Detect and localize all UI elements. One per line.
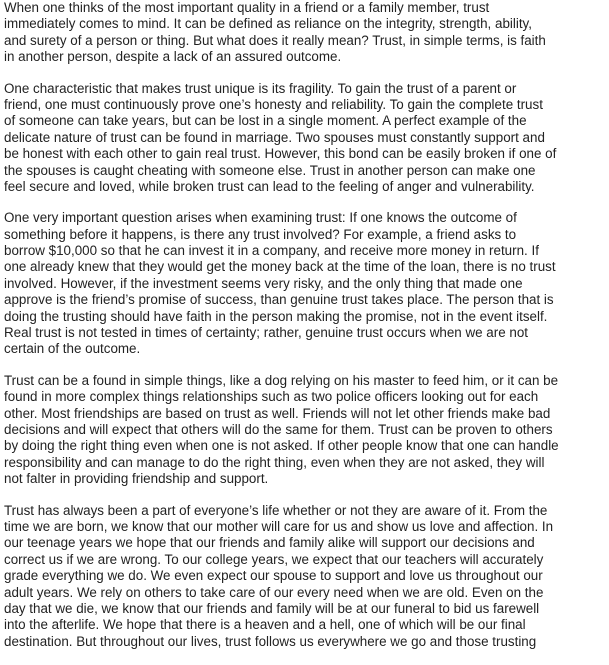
- text-line: correct us if we are wrong. To our college years, we expect that our teachers will accurately: [4, 551, 544, 567]
- text-line: Trust has always been a part of everyone’s life whether or not they are aware of it. From the: [4, 502, 548, 518]
- text-line: other. Most friendships are based on trust as well. Friends will not let other friends make bad: [4, 405, 551, 421]
- text-line: of someone can take years, but can be lost in a single moment. A perfect example of the: [4, 113, 527, 129]
- paragraph-3: [4, 210, 604, 358]
- text-line: delicate nature of trust can be found in marriage. Two spouses must constantly support and: [4, 129, 545, 145]
- text-line: approve is the friend’s promise of success, than genuine trust takes place. The person that is: [4, 292, 554, 308]
- paragraph-4: [4, 373, 604, 488]
- text-line: One very important question arises when examining trust: If one knows the outcome of: [4, 210, 517, 226]
- text-line: decisions and will expect that others will do the same for them. Trust can be proven to others: [4, 421, 553, 437]
- text-line: immediately comes to mind. It can be defined as reliance on the integrity, strength, ability,: [4, 16, 532, 32]
- text-line: borrow $10,000 so that he can invest it in a company, and receive more money in return. If: [4, 243, 539, 259]
- text-line: into the afterlife. We hope that there is a heaven and a hell, one of which will be our final: [4, 617, 526, 633]
- text-line: certain of the outcome.: [4, 341, 141, 357]
- text-line: day that we die, we know that our friends and family will be at our funeral to bid us farewell: [4, 600, 540, 616]
- text-line: friend, one must continuously prove one’s honesty and reliability. To gain the complete trust: [4, 96, 543, 112]
- text-line: doing the trusting should have faith in the person making the promise, not in the event itself.: [4, 308, 548, 324]
- text-line: the spouses is caught cheating with someone else. Trust in another person can make one: [4, 162, 536, 178]
- text-line: one already knew that they would get the money back at the time of the loan, there is no trust: [4, 259, 556, 275]
- text-line: involved. However, if the investment seems very risky, and the only thing that made one: [4, 275, 523, 291]
- paragraph-1: [4, 0, 604, 66]
- text-line: not falter in providing friendship and support.: [4, 471, 269, 487]
- text-line: Real trust is not tested in times of certainty; rather, genuine trust occurs when we are not: [4, 325, 528, 341]
- text-line: our teenage years we hope that our friends and family alike will support our decisions and: [4, 535, 535, 551]
- text-line: responsibility and can manage to do the right thing, even when they are not asked, they will: [4, 454, 545, 470]
- text-line: destination. But throughout our lives, trust follows us everywhere we go and those trusting: [4, 633, 537, 649]
- text-line: feel secure and loved, while broken trust can lead to the feeling of anger and vulnerability.: [4, 178, 535, 194]
- text-line: One characteristic that makes trust unique is its fragility. To gain the trust of a parent or: [4, 80, 517, 96]
- text-line: in another person, despite a lack of an assured outcome.: [4, 49, 342, 65]
- text-line: be honest with each other to gain real trust. However, this bond can be easily broken if one of: [4, 146, 557, 162]
- text-line: by doing the right thing even when one is not asked. If other people know that one can handle: [4, 438, 559, 454]
- text-line: something before it happens, is there any trust involved? For example, a friend asks to: [4, 226, 517, 242]
- text-line: When one thinks of the most important quality in a friend or a family member, trust: [4, 0, 490, 15]
- essay-document: [4, 0, 604, 665]
- text-line: Trust can be a found in simple things, like a dog relying on his master to feed him, or it can be: [4, 372, 559, 388]
- text-line: adult years. We rely on others to take care of our every need when we are old. Even on the: [4, 584, 544, 600]
- text-line: and surety of a person or thing. But what does it really mean? Trust, in simple terms, is faith: [4, 32, 546, 48]
- paragraph-5: [4, 503, 604, 651]
- paragraph-2: [4, 81, 604, 196]
- text-line: grade everything we do. We even expect our spouse to support and love us throughout our: [4, 568, 543, 584]
- text-line: found in more complex things relationships such as two police officers looking out for each: [4, 389, 539, 405]
- text-line: time we are born, we know that our mother will care for us and show us love and affection. In: [4, 518, 554, 534]
